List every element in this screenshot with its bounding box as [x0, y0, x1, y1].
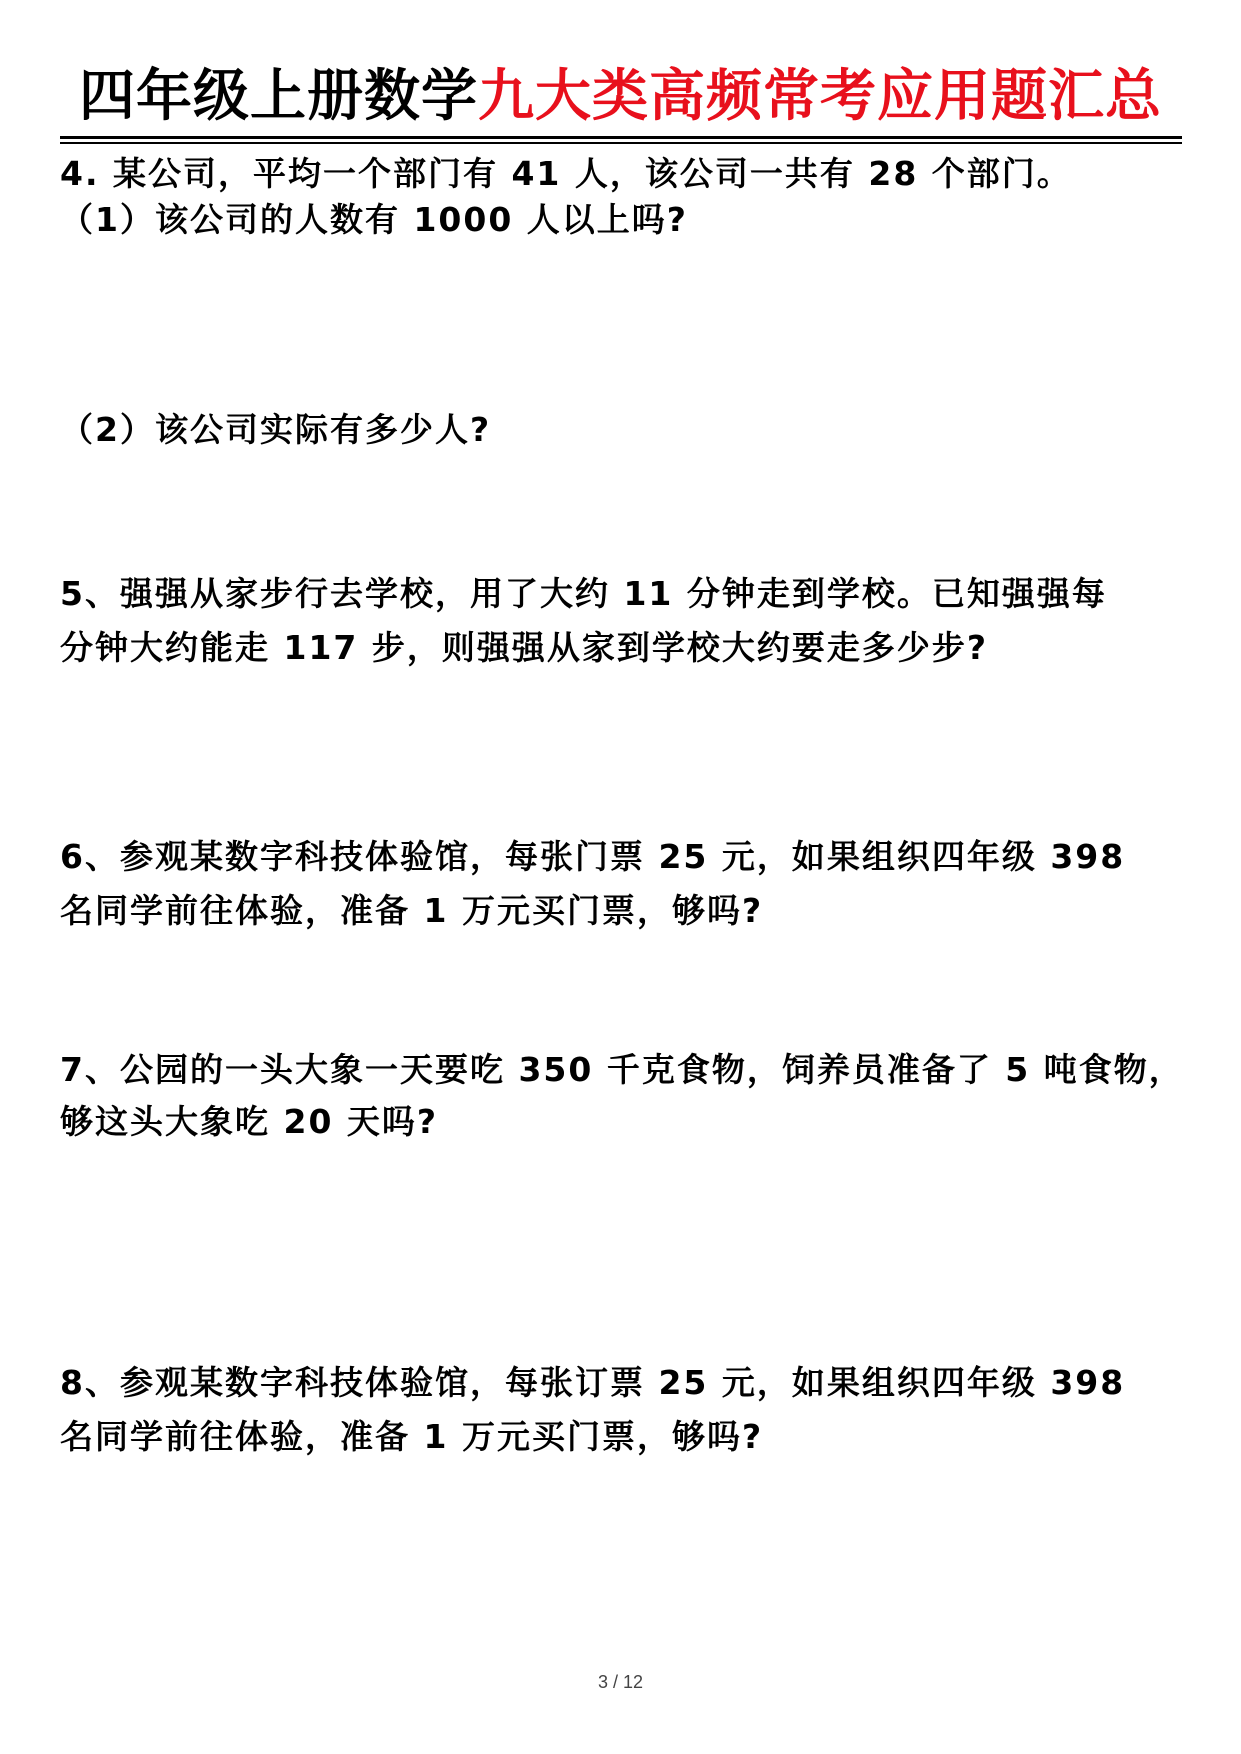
question-7-line-2: 够这头大象吃 20 天吗? [60, 1102, 439, 1141]
question-7-line-1: 7、公园的一头大象一天要吃 350 千克食物，饲养员准备了 5 吨食物， [60, 1050, 1184, 1089]
question-8-line-1: 8、参观某数字科技体验馆，每张订票 25 元，如果组织四年级 398 [60, 1363, 1126, 1402]
question-4-line-1: 4. 某公司，平均一个部门有 41 人，该公司一共有 28 个部门。 [60, 154, 1072, 193]
title-underline-thick [60, 136, 1182, 139]
question-5-line-2: 分钟大约能走 117 步，则强强从家到学校大约要走多少步? [60, 628, 989, 667]
question-6-line-2: 名同学前往体验，准备 1 万元买门票，够吗? [60, 891, 764, 930]
title-underline-thin [60, 142, 1182, 144]
title-part-red: 九大类高频常考应用题汇总 [478, 64, 1162, 129]
question-4-sub-1: （1）该公司的人数有 1000 人以上吗? [60, 200, 688, 239]
question-4-sub-2: （2）该公司实际有多少人? [60, 410, 492, 449]
question-8-line-2: 名同学前往体验，准备 1 万元买门票，够吗? [60, 1417, 764, 1456]
title-part-black: 四年级上册数学 [79, 64, 478, 129]
question-6-line-1: 6、参观某数字科技体验馆，每张门票 25 元，如果组织四年级 398 [60, 837, 1126, 876]
page-number: 3 / 12 [597, 1672, 644, 1692]
question-5-line-1: 5、强强从家步行去学校，用了大约 11 分钟走到学校。已知强强每 [60, 574, 1107, 613]
page-title [0, 62, 1241, 132]
